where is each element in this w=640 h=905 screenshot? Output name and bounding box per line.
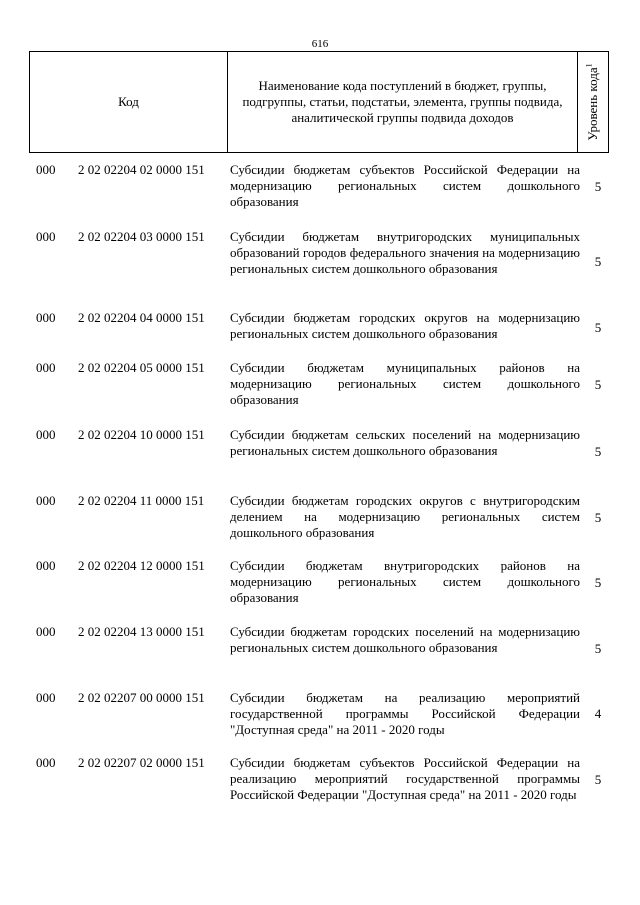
table-row xyxy=(0,690,640,750)
revenue-code: 2 02 02204 03 0000 151 xyxy=(78,229,205,244)
revenue-code: 2 02 02204 11 0000 151 xyxy=(78,493,205,508)
revenue-name: Субсидии бюджетам субъектов Российской Федерации на модернизацию региональных систем дошкольного образования xyxy=(230,162,580,209)
code-level: 5 xyxy=(594,377,602,392)
table-row xyxy=(0,755,640,815)
table-row xyxy=(0,427,640,487)
table-row xyxy=(0,360,640,420)
code-level: 5 xyxy=(594,444,602,459)
revenue-name: Субсидии бюджетам внутригородских районов на модернизацию региональных систем дошкольного образования xyxy=(230,558,580,605)
revenue-name: Субсидии бюджетам городских округов на модернизацию региональных систем дошкольного образования xyxy=(230,310,580,341)
admin-code: 000 xyxy=(36,493,56,508)
revenue-code: 2 02 02204 10 0000 151 xyxy=(78,427,205,442)
revenue-code: 2 02 02204 13 0000 151 xyxy=(78,624,205,639)
code-level: 5 xyxy=(594,575,602,590)
code-level: 5 xyxy=(594,772,602,787)
code-level: 5 xyxy=(594,641,602,656)
revenue-name: Субсидии бюджетам муниципальных районов на модернизацию региональных систем дошкольного образования xyxy=(230,360,580,407)
code-level: 4 xyxy=(594,706,602,721)
admin-code: 000 xyxy=(36,427,56,442)
admin-code: 000 xyxy=(36,360,56,375)
table-row xyxy=(0,558,640,618)
revenue-name: Субсидии бюджетам субъектов Российской Федерации на реализацию мероприятий государственной программы Российской Федерации "Доступная среда" на 2011 - 2020 годы xyxy=(230,755,580,802)
revenue-name: Субсидии бюджетам на реализацию мероприятий государственной программы Российской Федерации "Доступная среда" на 2011 - 2020 годы xyxy=(230,690,580,737)
header-level-label xyxy=(585,63,601,140)
revenue-name: Субсидии бюджетам городских округов с внутригородским делением на модернизацию региональных систем дошкольного образования xyxy=(230,493,580,540)
revenue-code: 2 02 02204 12 0000 151 xyxy=(78,558,205,573)
revenue-name: Субсидии бюджетам городских поселений на модернизацию региональных систем дошкольного образования xyxy=(230,624,580,655)
admin-code: 000 xyxy=(36,558,56,573)
code-level: 5 xyxy=(594,510,602,525)
admin-code: 000 xyxy=(36,162,56,177)
table-row xyxy=(0,162,640,222)
revenue-name: Субсидии бюджетам сельских поселений на модернизацию региональных систем дошкольного образования xyxy=(230,427,580,458)
page-number: 616 xyxy=(311,38,329,50)
revenue-code: 2 02 02204 04 0000 151 xyxy=(78,310,205,325)
admin-code: 000 xyxy=(36,755,56,770)
revenue-name: Субсидии бюджетам внутригородских муниципальных образований городов федерального значения на модернизацию региональных систем дошкольного образования xyxy=(230,229,580,276)
table-row xyxy=(0,229,640,289)
table-header xyxy=(29,51,609,153)
header-level-footnote: 1 xyxy=(584,63,594,68)
code-level: 5 xyxy=(594,320,602,335)
table-row xyxy=(0,624,640,684)
revenue-code: 2 02 02207 02 0000 151 xyxy=(78,755,205,770)
revenue-code: 2 02 02204 05 0000 151 xyxy=(78,360,205,375)
revenue-code: 2 02 02207 00 0000 151 xyxy=(78,690,205,705)
admin-code: 000 xyxy=(36,690,56,705)
admin-code: 000 xyxy=(36,310,56,325)
header-level xyxy=(578,52,608,152)
header-level-text: Уровень кода xyxy=(585,67,600,141)
admin-code: 000 xyxy=(36,624,56,639)
table-row xyxy=(0,493,640,553)
admin-code: 000 xyxy=(36,229,56,244)
code-level: 5 xyxy=(594,179,602,194)
header-name: Наименование кода поступлений в бюджет, группы, подгруппы, статьи, подстатьи, элемента, группы подвида, аналитической группы подвида доходов xyxy=(228,52,578,152)
header-code: Код xyxy=(30,52,228,152)
revenue-code: 2 02 02204 02 0000 151 xyxy=(78,162,205,177)
code-level: 5 xyxy=(594,254,602,269)
